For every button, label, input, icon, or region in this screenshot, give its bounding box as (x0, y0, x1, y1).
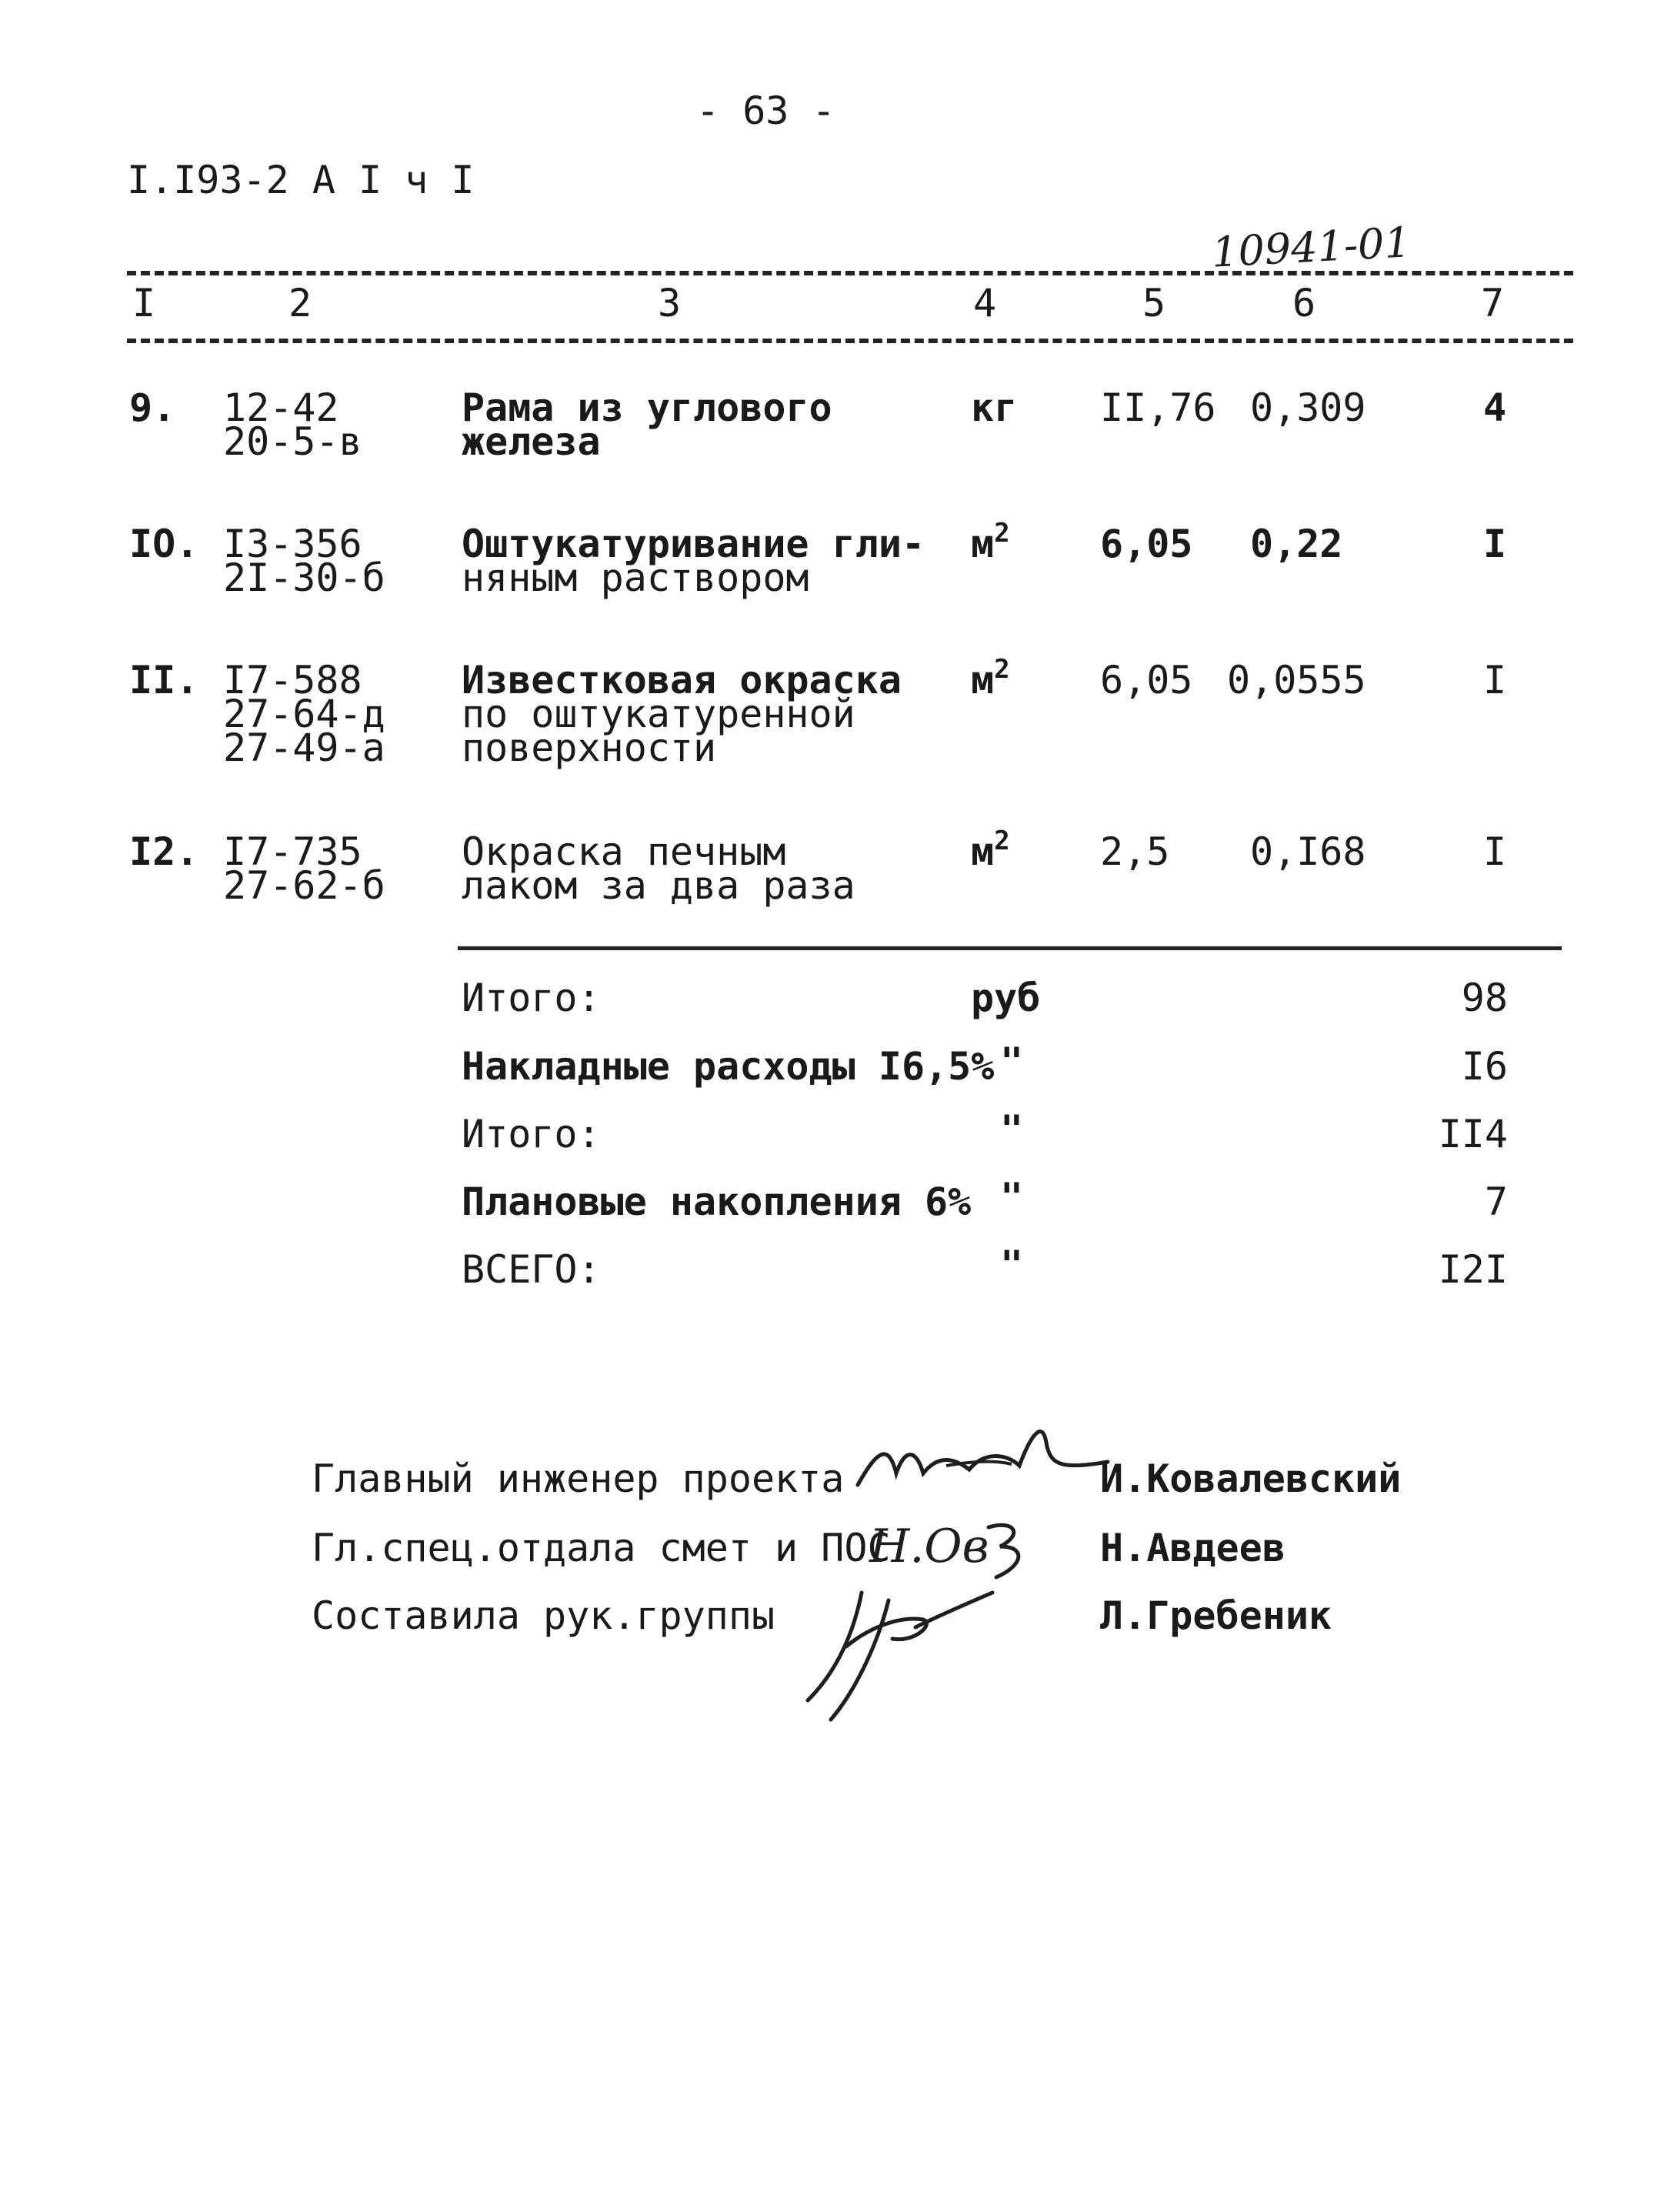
row-rate: 0,309 (1250, 385, 1366, 430)
row-description: няным раствором (462, 556, 809, 600)
column-header: 4 (973, 281, 997, 325)
document-code: I.I93-2 A I ч I (127, 158, 475, 202)
row-description: поверхности (462, 726, 717, 770)
row-rate: 0,22 (1250, 522, 1343, 566)
row-code: 27-62-б (223, 863, 385, 908)
column-header: 7 (1481, 281, 1505, 325)
row-code: I3-356 (223, 522, 362, 566)
signature-name: И.Ковалевский (1100, 1456, 1402, 1501)
inventory-number: 10941-01 (1210, 218, 1412, 277)
unit-text: м (971, 829, 995, 874)
row-number: 9. (129, 385, 176, 430)
totals-label: Плановые накопления 6% (462, 1179, 972, 1224)
row-number: II. (129, 658, 199, 702)
totals-value: II4 (1438, 1112, 1508, 1156)
unit-text: м (971, 658, 995, 702)
row-description: Оштукатуривание гли- (462, 522, 925, 566)
totals-unit: " (1000, 1243, 1024, 1287)
totals-rule (458, 946, 1562, 950)
row-total: I (1483, 658, 1507, 702)
column-header: 2 (288, 281, 312, 325)
row-unit (971, 385, 1018, 430)
row-number: IO. (129, 522, 199, 566)
unit-superscript: 2 (994, 518, 1010, 549)
signature-name: Л.Гребеник (1100, 1593, 1332, 1638)
row-unit (971, 518, 1010, 566)
totals-label: Накладные расходы I6,5% (462, 1044, 995, 1089)
header-top-rule (127, 271, 1573, 275)
row-description: лаком за два раза (462, 863, 855, 908)
row-total: 4 (1483, 385, 1507, 430)
column-header: 3 (658, 281, 682, 325)
row-rate: 0,0555 (1227, 658, 1366, 702)
unit-text: кг (971, 385, 1018, 430)
totals-value: 98 (1461, 976, 1508, 1020)
row-description: по оштукатуренной (462, 692, 855, 736)
row-total: I (1483, 829, 1507, 874)
handwritten-initials: Н.Ов (869, 1520, 989, 1573)
row-description: железа (462, 419, 601, 464)
row-quantity: 6,05 (1100, 522, 1193, 566)
column-header: I (132, 281, 156, 325)
unit-text: м (971, 522, 995, 566)
totals-label: Итого: (462, 1112, 601, 1156)
row-code: 2I-30-б (223, 556, 385, 600)
header-bottom-rule (127, 339, 1573, 343)
row-code: I7-735 (223, 829, 362, 874)
row-description: Окраска печным (462, 829, 786, 874)
row-unit (971, 654, 1010, 702)
row-unit (971, 826, 1010, 874)
row-code: I7-588 (223, 658, 362, 702)
row-code: 27-49-а (223, 726, 385, 770)
row-number: I2. (129, 829, 199, 874)
row-code: 12-42 (223, 385, 339, 430)
row-code: 27-64-д (223, 692, 385, 736)
totals-label: Итого: (462, 976, 601, 1020)
row-description: Известковая окраска (462, 658, 902, 702)
signature-role: Составила рук.группы (312, 1593, 775, 1638)
totals-unit: " (1000, 1107, 1024, 1152)
unit-superscript: 2 (994, 654, 1010, 685)
totals-value: 7 (1484, 1179, 1508, 1224)
page-number: - 63 - (696, 88, 835, 133)
row-total: I (1483, 522, 1507, 566)
signature-grebenik (800, 1585, 1000, 1723)
totals-unit: " (1000, 1039, 1024, 1084)
row-quantity: II,76 (1100, 385, 1216, 430)
totals-unit: руб (971, 976, 1041, 1020)
unit-superscript: 2 (994, 826, 1010, 856)
row-code: 20-5-в (223, 419, 362, 464)
signature-role: Гл.спец.отдала смет и ПОС (312, 1526, 891, 1570)
signature-role: Главный инженер проекта (312, 1456, 845, 1501)
column-header: 6 (1292, 281, 1316, 325)
signature-name: Н.Авдеев (1100, 1526, 1286, 1570)
row-quantity: 6,05 (1100, 658, 1193, 702)
signature-kovalevsky (854, 1420, 1108, 1504)
row-quantity: 2,5 (1100, 829, 1170, 874)
totals-value: I2I (1438, 1247, 1508, 1292)
signature-avdeev-stroke (985, 1520, 1031, 1589)
column-header: 5 (1142, 281, 1166, 325)
row-description: Рама из углового (462, 385, 832, 430)
row-rate: 0,I68 (1250, 829, 1366, 874)
totals-unit: " (1000, 1175, 1024, 1219)
totals-value: I6 (1461, 1044, 1508, 1089)
totals-label: ВСЕГО: (462, 1247, 601, 1292)
